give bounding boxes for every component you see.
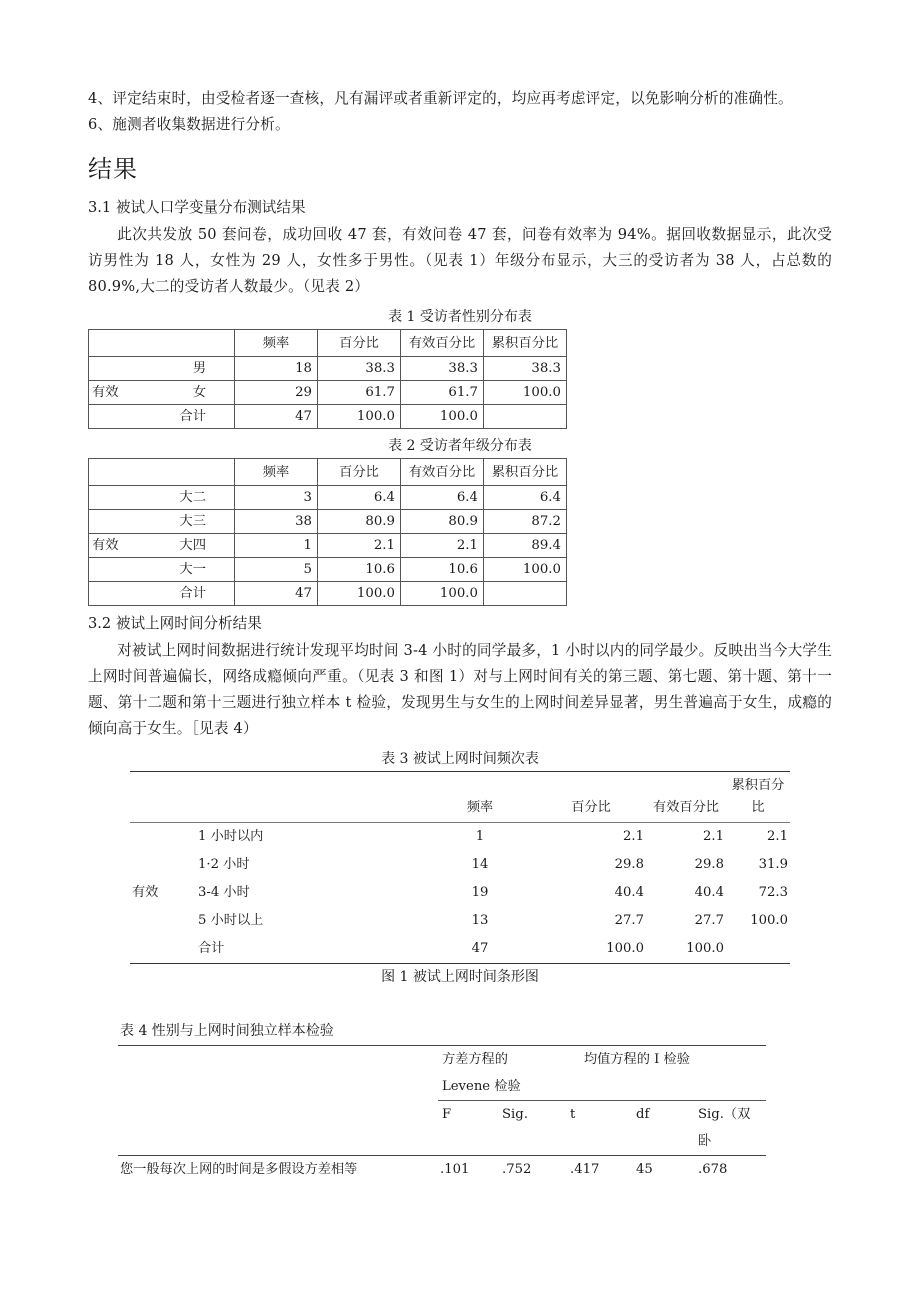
table-row <box>130 879 790 907</box>
table-row <box>118 1128 766 1156</box>
table-1-row-1-freq: 29 <box>235 381 318 405</box>
table-2-col-1: 频率 <box>235 459 318 486</box>
table-row <box>118 1018 766 1046</box>
table-2-row-3-label: 大一 <box>89 558 235 582</box>
table-4-row-0-label: 您一般每次上网的时间是多假设方差相等 <box>120 1162 358 1177</box>
table-3-row-1-cum: 31.9 <box>758 857 788 872</box>
table-3-row-2-label: 3-4 小时 <box>198 885 250 900</box>
table-3-row-1-pct: 29.8 <box>614 857 644 872</box>
table-3-row-1-valid: 29.8 <box>694 857 724 872</box>
section-heading-3-1: 3.1 被试人口学变量分布测试结果 <box>88 199 306 216</box>
table-4-col-F: F <box>442 1107 452 1122</box>
table-3-row-0-label: 1 小时以内 <box>198 829 264 844</box>
table-2-col-4: 累积百分比 <box>484 459 567 486</box>
table-3-caption: 表 3 被试上网时间频次表 <box>381 751 539 767</box>
table-4-col-t: t <box>570 1107 576 1122</box>
table-row <box>89 558 567 582</box>
table-4-col-Sig2-line2: 卧 <box>696 1128 766 1156</box>
table-2-row-3-freq: 5 <box>235 558 318 582</box>
table-4-group-head-2: 均值方程的 I 检验 <box>584 1052 690 1067</box>
intro-item-6: 6、施测者收集数据进行分析。 <box>88 116 290 133</box>
table-3 <box>130 771 790 964</box>
table-3-row-3-cum: 100.0 <box>750 913 788 928</box>
table-row <box>89 582 567 606</box>
table-2-row-4-pct: 100.0 <box>318 582 401 606</box>
table-4-col-Sig2: Sig.（双 <box>698 1107 751 1122</box>
table-1-col-4: 累积百分比 <box>484 330 567 357</box>
table-3-row-3-label: 5 小时以上 <box>198 913 264 928</box>
table-1-col-2: 百分比 <box>318 330 401 357</box>
table-2-row-0-valid: 6.4 <box>401 486 484 510</box>
table-4-group-head-1b: Levene 检验 <box>438 1073 568 1101</box>
table-4-row-0-Sig: .752 <box>502 1162 532 1177</box>
table-3-group-label: 有效 <box>132 885 159 900</box>
table-4-col-Sig: Sig. <box>502 1107 528 1122</box>
table-3-row-3-freq: 13 <box>471 913 489 928</box>
table-1-row-0-label: 男 <box>89 357 235 381</box>
table-2-group-label: 有效 <box>92 538 119 553</box>
table-2-row-0-freq: 3 <box>235 486 318 510</box>
table-2-col-3: 有效百分比 <box>401 459 484 486</box>
table-row <box>89 357 567 381</box>
table-row <box>130 851 790 879</box>
table-4-wrapper <box>88 1018 832 1183</box>
section-heading-results: 结果 <box>88 155 138 183</box>
table-3-row-4-cum <box>726 935 790 964</box>
table-2-row-1-pct: 80.9 <box>318 510 401 534</box>
table-1-col-0 <box>89 330 235 357</box>
table-4-row-0-df: 45 <box>636 1162 653 1177</box>
table-row <box>89 459 567 486</box>
table-row <box>89 381 567 405</box>
table-3-row-4-label: 合计 <box>196 935 424 964</box>
table-1-row-0-valid: 38.3 <box>401 357 484 381</box>
table-1-row-2-freq: 47 <box>235 405 318 429</box>
table-1-row-2-valid: 100.0 <box>401 405 484 429</box>
table-row <box>89 534 567 558</box>
table-2-row-4-label: 合计 <box>89 582 235 606</box>
table-3-col-5: 累积百分比 <box>726 772 790 823</box>
table-2-row-3-pct: 10.6 <box>318 558 401 582</box>
table-4-row-0-Sig2: .678 <box>698 1162 728 1177</box>
table-3-row-0-pct: 2.1 <box>623 829 644 844</box>
table-row <box>89 405 567 429</box>
table-2-row-2-freq: 1 <box>235 534 318 558</box>
table-4 <box>118 1018 766 1183</box>
table-1-row-2-pct: 100.0 <box>318 405 401 429</box>
table-row <box>118 1073 766 1101</box>
table-3-row-2-pct: 40.4 <box>614 885 644 900</box>
table-1-row-2-cum <box>484 405 567 429</box>
table-2-row-0-label: 大二 <box>89 486 235 510</box>
table-2-col-2: 百分比 <box>318 459 401 486</box>
figure-1-caption: 图 1 被试上网时间条形图 <box>381 969 539 985</box>
table-3-row-0-valid: 2.1 <box>703 829 724 844</box>
table-2 <box>88 458 567 606</box>
table-row <box>118 1156 766 1184</box>
table-3-row-1-label: 1·2 小时 <box>198 857 250 872</box>
table-1-row-0-freq: 18 <box>235 357 318 381</box>
table-2-row-4-cum <box>484 582 567 606</box>
table-row <box>118 1046 766 1074</box>
table-1-row-0-pct: 38.3 <box>318 357 401 381</box>
table-3-row-4-pct: 100.0 <box>536 935 646 964</box>
table-2-row-1-cum: 87.2 <box>484 510 567 534</box>
table-2-col-0 <box>89 459 235 486</box>
table-row <box>130 772 790 823</box>
table-2-row-1-freq: 38 <box>235 510 318 534</box>
table-row <box>118 1101 766 1129</box>
table-row <box>89 510 567 534</box>
table-2-row-1-label: 大三 <box>89 510 235 534</box>
table-2-row-0-cum: 6.4 <box>484 486 567 510</box>
table-2-row-3-cum: 100.0 <box>484 558 567 582</box>
table-2-row-2-label <box>89 534 235 558</box>
table-row <box>130 935 790 964</box>
table-3-row-3-pct: 27.7 <box>614 913 644 928</box>
table-1-row-0-cum: 38.3 <box>484 357 567 381</box>
table-row <box>89 330 567 357</box>
table-2-row-4-valid: 100.0 <box>401 582 484 606</box>
table-2-row-0-pct: 6.4 <box>318 486 401 510</box>
table-row <box>130 907 790 935</box>
table-3-row-0-cum: 2.1 <box>767 829 788 844</box>
table-2-row-2-pct: 2.1 <box>318 534 401 558</box>
table-3-row-1-freq: 14 <box>471 857 489 872</box>
table-4-group-head-1a: 方差方程的 <box>442 1052 508 1067</box>
table-2-row-4-freq: 47 <box>235 582 318 606</box>
table-3-wrapper <box>88 748 832 964</box>
table-1-caption: 表 1 受访者性别分布表 <box>388 309 532 325</box>
table-2-row-2-valid: 2.1 <box>401 534 484 558</box>
table-1-row-1-pct: 61.7 <box>318 381 401 405</box>
table-1-col-1: 频率 <box>235 330 318 357</box>
table-3-row-0-freq: 1 <box>475 829 485 844</box>
paragraph-3-1: 此次共发放 50 套问卷，成功回收 47 套，有效问卷 47 套，问卷有效率为 94%。据回收数据显示，此次受访男性为 18 人，女性为 29 人，女性多于男性。（见表 1）年级分布显示，大三的受访者为 38 人，占总数的 80.9%,大二的受访者人数最少。（见表 2） <box>88 226 832 295</box>
section-heading-3-2: 3.2 被试上网时间分析结果 <box>88 615 262 632</box>
table-1-group-label: 有效 <box>92 385 119 400</box>
table-row <box>130 823 790 852</box>
table-1-row-1-label-text: 女 <box>192 385 206 400</box>
table-1 <box>88 329 567 429</box>
table-3-row-4-valid: 100.0 <box>646 935 726 964</box>
table-4-caption: 表 4 性别与上网时间独立样本检验 <box>118 1018 766 1046</box>
table-3-row-3-valid: 27.7 <box>694 913 724 928</box>
table-2-caption: 表 2 受访者年级分布表 <box>388 438 532 454</box>
table-3-col-1 <box>196 772 424 823</box>
table-4-row-0-F: .101 <box>440 1162 470 1177</box>
table-2-row-2-label-text: 大四 <box>179 538 206 553</box>
table-1-col-3: 有效百分比 <box>401 330 484 357</box>
intro-item-4: 4、评定结束时，由受检者逐一查核，凡有漏评或者重新评定的，均应再考虑评定，以免影响分析的准确性。 <box>88 90 793 107</box>
table-3-row-2-valid: 40.4 <box>694 885 724 900</box>
page-content <box>88 86 832 1183</box>
table-1-row-2-label: 合计 <box>89 405 235 429</box>
table-1-row-1-valid: 61.7 <box>401 381 484 405</box>
table-3-col-3: 百分比 <box>536 772 646 823</box>
table-3-col-0 <box>130 772 196 823</box>
paragraph-3-2: 对被试上网时间数据进行统计发现平均时间 3-4 小时的同学最多，1 小时以内的同学最少。反映出当今大学生上网时间普遍偏长，网络成瘾倾向严重。（见表 3 和图 1）对与上网时间有关的第三题、第七题、第十题、第十一题、第十二题和第十三题进行独立样本 t 检验，发现男生与女生的上网时间差异显著，男生普遍高于女生，成瘾的倾向高于女生。［见表 4） <box>88 642 832 737</box>
table-3-col-4: 有效百分比 <box>646 772 726 823</box>
table-1-row-1-label <box>89 381 235 405</box>
table-2-row-3-valid: 10.6 <box>401 558 484 582</box>
table-3-row-4-freq: 47 <box>424 935 536 964</box>
table-row <box>89 486 567 510</box>
table-4-col-df: df <box>636 1107 650 1122</box>
table-1-row-1-cum: 100.0 <box>484 381 567 405</box>
table-3-col-2: 频率 <box>424 772 536 823</box>
table-3-row-2-freq: 19 <box>471 885 489 900</box>
table-3-row-2-cum: 72.3 <box>758 885 788 900</box>
table-4-row-0-t: .417 <box>570 1162 600 1177</box>
table-2-row-1-valid: 80.9 <box>401 510 484 534</box>
table-2-row-2-cum: 89.4 <box>484 534 567 558</box>
